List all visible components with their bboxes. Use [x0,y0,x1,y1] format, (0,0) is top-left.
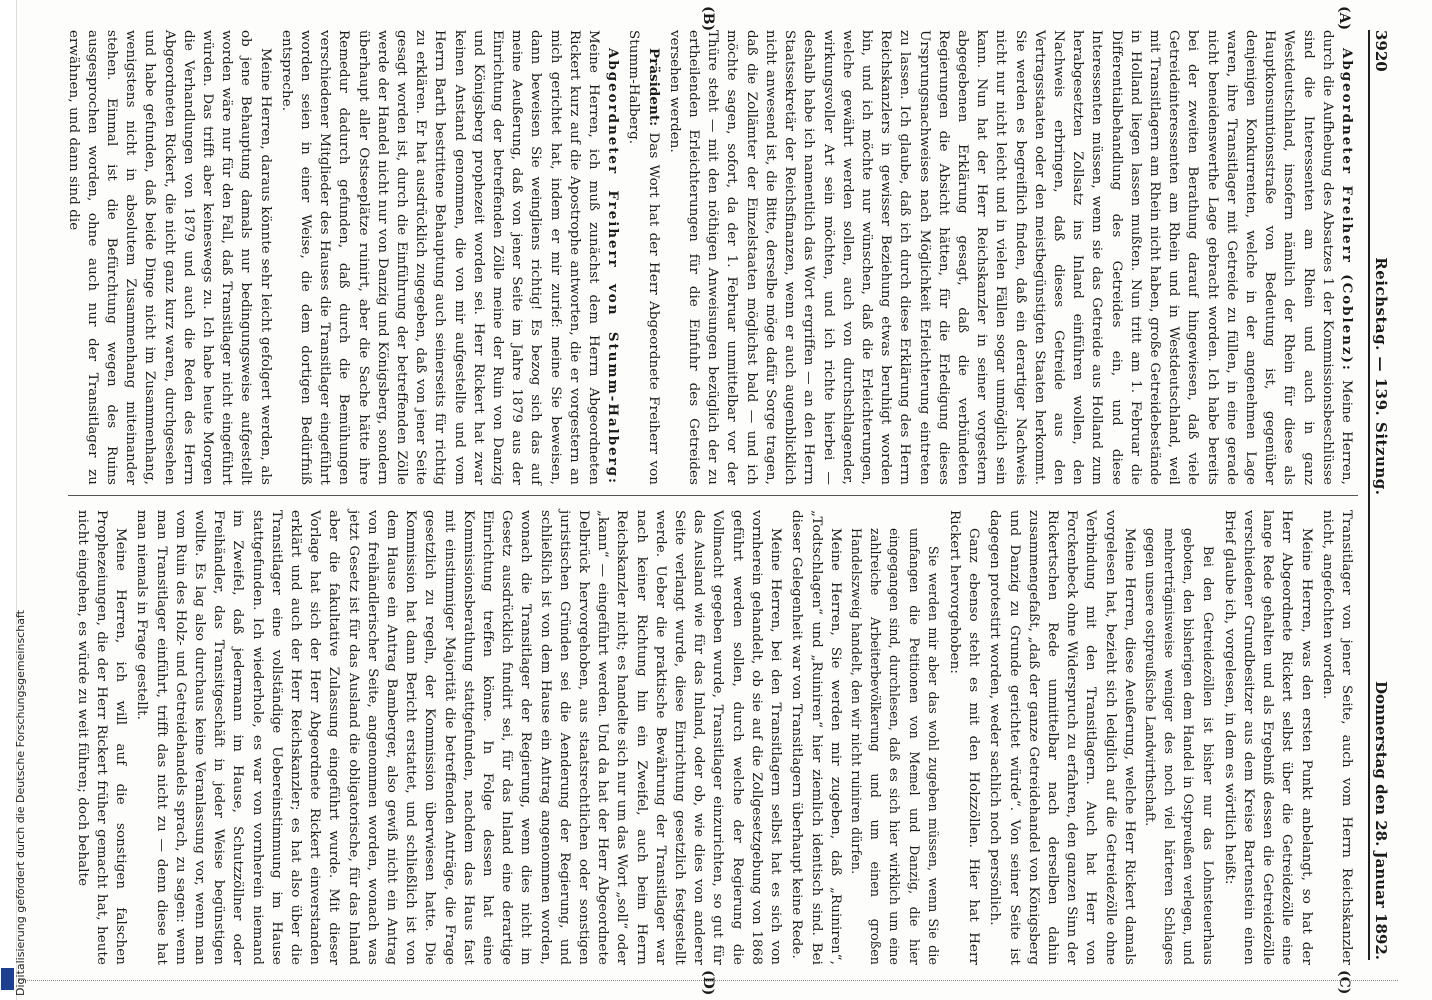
paragraph: Transitlager von jener Seite, auch vom Herrn Reichskanzler nicht, angefochten worden. [1319,510,1354,965]
digitization-strip [0,0,27,1000]
session-title: Reichstag. — 139. Sitzung. [1372,257,1390,496]
column-divider [68,495,1358,496]
paragraph: Meine Herren, daraus könnte sehr leicht gefolgert werden, als ob jene Behauptung damals nur bedingungsweise aufgestellt worden wäre nur für den Fall, daß Transitlager nicht eingeführt würden. Das trifft aber keineswegs zu. Ich habe heute Morgen die Verhandlungen von 1879 und auch die Reden des Herrn Abgeordneten Rickert, die nicht ganz kurz waren, durchgesehen und habe gefunden, daß beide Dinge nicht im Zusammenhang, wenigstens nicht in absolutem Zusammenhang miteinander stehen. Einmal ist die Befürchtung wegen des Ruins ausgesprochen worden, ohne auch nur der Transitlager zu erwähnen, und dann sind die [65,30,273,485]
paragraph [277,30,623,485]
paragraph: Meine Herren, bei den Transitlagern selbst hat es sich von vornherein gehandelt, ob sie auf die Zollgesetzgebung von 1868 geführt werden sollen, durch welche der Regierung die Vollmacht gegeben wurde, Transitlager einzurichten, so gut für das Ausland wie für das Inland, oder ob, wie dies von anderer Seite verlangt wurde, diese Einrichtung gesetzlich festgestellt werde. Ueber die praktische Bewährung der Transitlager war nach keiner Richtung hin ein Zweifel, auch beim Herrn Reichskanzler nicht; es handelte sich nur um das Wort „soll“ oder „kann“ — eingeführt werden. Und da hat der Herr Abgeordnete Delbrück hervorgehoben, aus staatsrechtlichen oder sonstigen juristischen Gründen sei die Aenderung der Regierung, und schließlich ist von dem Hause ein Antrag angenommen worden, wonach die Transitlager der Regierung, wenn dies nicht im Gesetz ausdrücklich fundirt sei, für das Inland eine derartige Einrichtung treffen könne. In Folge dessen hat eine Kommissionsberathung stattgefunden, nachdem das Haus fast mit einstimmiger Majorität die betreffenden Anträge, die Frage gesetzlich zu regeln, der Kommission überwiesen hatte. Die Kommission hat dann Bericht erstattet, und schließlich ist von dem Hause ein Antrag Bamberger, also gewiß nicht ein Antrag von freihändlerischer Seite, angenommen worden, wonach was jetzt Gesetz ist für das Ausland die obligatorische, für das Inland aber die fakultative Zulassung eingeführt wurde. Mit dieser Vorlage hat sich der Herr Abgeordnete Rickert einverstanden erklärt und auch der Herr Reichskanzler; es hat also über die Transitlager eine vollständige Uebereinstimmung im Hause stattgefunden. Ich wiederhole, es war von vornherein niemand im Zweifel, daß jedermann im Hause, Schutzzöllner oder Freihändler, das Transitgeschäft in jeder Weise begünstigen wollte. Es lag also durchaus keine Veranlassung vor, wenn man vom Ruin des Holz- und Getreidehandels sprach, zu sagen: wenn man Transitlager einführt, trifft das nicht zu — denn diese hat man niemals in Frage gestellt. [134,510,784,965]
dfg-logo [1,968,14,990]
margin-marker-b: (B) [700,6,716,32]
page-number: 3920 [1372,30,1390,72]
session-date: Donnerstag den 28. Januar 1892. [1372,681,1390,960]
block-quote: Bei den Getreidezöllen ist bisher nur das Lohnsteuerhaus geboten, den bisherigen dem Handel in Ostpreußen verlegen, und mehrerträgnisweise weniger des noch viel härteren Schlages gegen unsere ostpreußische Landwirthschaft. [1142,528,1216,965]
paragraph [624,30,662,485]
text-column-right [71,510,1356,965]
margin-marker-d: (D) [700,970,716,996]
paragraph: Meine Herren, ich will auf die sonstigen falschen Prophezeiungen, die der Herr Rickert früher gemacht hat, heute nicht eingehen, es würde zu weit führen; doch behalte [74,510,129,965]
paragraph: Ganz ebenso steht es mit den Holzzöllen. Hier hat Herr Rickert hervorgehoben: [946,510,982,965]
digitization-credit: Digitalisierung gefördert durch die Deutsche Forschungsgemeinschaft [14,610,27,996]
page-header [1368,30,1398,960]
text-column-left [61,30,1356,485]
paragraph-text: Meine Herren, durch die Aufhebung des Absatzes 1 der Kommissionsbeschlüsse sind die Interessenten am Rhein und auch in ganz Westdeutschland, insofern nämlich der Rhein für diese als Hauptkonsumtionsstraße von Bedeutung ist, gegenüber denjenigen Konkurrenten, welche in der angenehmen Lage waren, ihre Transitlager mit Getreide zu füllen, in eine gerade nicht beneidenswerthe Lage gebracht worden. Ich habe bereits bei der zweiten Berathung darauf hingewiesen, daß viele Getreideinteressenten am Rhein und in Westdeutschland, weil mit Transitlagern am Rhein nicht haben, große Getreidebestände in Holland liegen lassen mußten. Nun tritt am 1. Februar die Differentialbehandlung des Getreides ein, und diese Interessenten müssen, wenn sie das Getreide aus Holland zum herabgesetzten Zollsatz ins Inland einführen wollen, den Nachweis erbringen, daß dieses Getreide aus den Vertragsstaaten oder den meistbegünstigten Staaten herkommt. Sie werden es begreiflich finden, daß ein derartiger Nachweis nicht nur nicht leicht und in vielen Fällen sogar unmöglich sein kann. Nun hat der Herr Reichskanzler in seiner vorgestern abgegebenen Erklärung gesagt, daß die verbündeten Regierungen die Absicht hätten, für die Erledigung dieses Ursprungsnachweises nach Möglichkeit Erleichterung eintreten zu lassen. Ich glaube, daß ich durch diese Erklärung des Herrn Reichskanzlers in gewisser Beziehung etwas beruhigt worden bin, und ich möchte nur wünschen, daß die Erleichterungen, welche gewährt werden sollen, auch von durchschlagender, wirkungsvoller Art sein möchten, und ich richte hierbei — deshalb habe ich namentlich das Wort ergriffen — an den Herrn Staatssekretär der Reichsfinanzen, wenn er auch augenblicklich nicht anwesend ist, die Bitte, derselbe möge dafür Sorge tragen, daß die Zollämter der Einzelstaaten möglichst bald — und ich möchte sagen, sofort, da der 1. Februar unmittelbar vor der Thüre steht — mit den nöthigen Anweisungen bezüglich der zu ertheilenden Erleichterungen für die Einfuhr des Getreides versehen werden. [666,30,1354,486]
paragraph: Meine Herren, was den ersten Punkt anbelangt, so hat der Herr Abgeordnete Rickert selbst über die Getreidezölle eine lange Rede gehalten und als Ergebniß dessen die Getreidezölle verschiedener Grundbesitzer aus dem Kreise Bartenstein einen Brief glaube ich, vorgelesen, in dem es wörtlich heißt: [1221,510,1314,965]
block-quote: Sie werden mir aber das wohl zugeben müssen, wenn Sie die umfangen die Petitionen von Memel und Danzig, die hier eingegangen sind, durchlesen, daß es sich hier wirklich um eine zahlreiche Arbeiterbevölkerung und um einen großen Handelszweig handelt, den wir nicht ruiniren dürfen. [848,528,941,965]
paragraph-text: Meine Herren, ich muß zunächst dem Herrn Abgeordneten Rickert kurz auf die Apostrophe antworten, die er vorgestern an mich gerichtet hat, indem er mir zurief: meine Sie beweisen, dann beweisen Sie weingliens richtig! Es bezog sich das auf meine Aeußerung, daß von jener Seite im Jahre 1879 aus der Einrichtung der betreffenden Zölle meine der Ruin von Danzig und Königsberg prophezeit worden sei. Herr Rickert hat zwar keinen Anstand genommen, die von mir aufgestellte und vom Herrn Barth bestrittene Behauptung auch seinerseits für richtig zu erklären. Er hat ausdrücklich zugegeben, daß von jener Seite gesagt worden ist, durch die Einführung der betreffenden Zölle werde der Handel nicht nur von Danzig und Königsberg, sondern überhaupt aller Ostseeplätze ruinirt, aber die Sache hätte ihre Remedur dadurch gefunden, daß durch die Bemühungen verschiedener Mitglieder des Hauses die Transitlager eingeführt worden seien in einer Weise, die dem dortigen Bedürfniß entspreche. [278,30,602,485]
scan-edge-line [18,980,1398,982]
paragraph-text: Das Wort hat der Herr Abgeordnete Freiherr von Stumm-Halberg. [626,30,661,485]
paragraph [665,30,1356,485]
rotated-page [36,0,1416,1000]
paragraph: Meine Herren, diese Aeußerung, welche Herr Rickert damals vorgelesen hat, bezieht sich lediglich auf die Getreidezölle ohne Verbindung mit den Transitlagern. Auch hat Herr von Forckenbeck ohne Widerspruch zu erfahren, den ganzen Sinn der Rickertschen Rede unmittelbar nach derselben dahin zusammengefaßt, „daß der ganze Getreidehandel von Königsberg und Danzig zu Grunde gerichtet würde“. Von seiner Seite ist dagegen protestirt worden, weder sachlich noch persönlich. [987,510,1137,965]
margin-marker-c: (C) [1336,970,1352,995]
margin-marker-a: (A) [1336,6,1352,31]
speaker-name: Abgeordneter Freiherr (Coblenz): [1339,48,1355,372]
paragraph: Meine Herren, Sie werden mir zugeben, daß „Ruiniren“, „Todtschlagen“ und „Ruiniren“ hier ziemlich identisch sind. Bei dieser Gelegenheit war von Transitlagern überhaupt keine Rede. [789,510,843,965]
speaker-name: Abgeordneter Freiherr von Stumm-Halberg: [605,48,622,485]
speaker-name: Präsident: [645,48,662,127]
